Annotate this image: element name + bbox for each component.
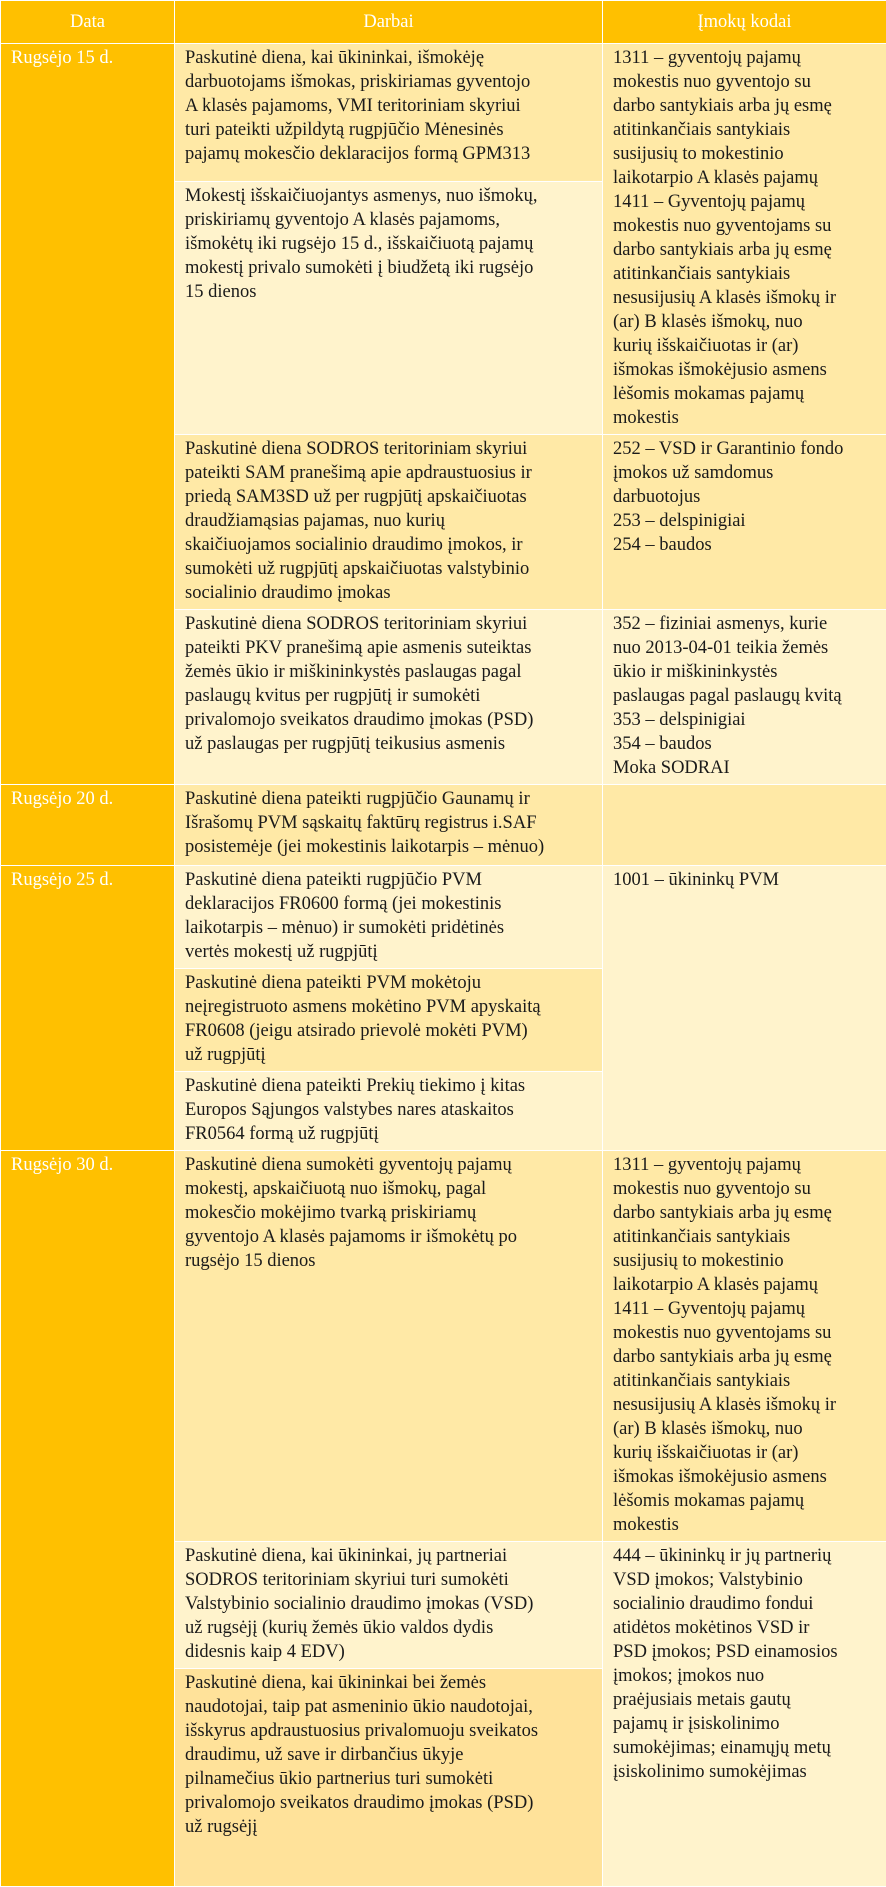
header-date: Data: [1, 1, 175, 44]
table-row: [1, 1151, 886, 1542]
codes-cell: 1311 – gyventojų pajamų mokestis nuo gyventojo su darbo santykiais arba jų esmę atitinkančiais santykiais susijusių to mokestinio laikotarpio A klasės pajamų 1411 – Gyventojų pajamų mokestis nuo gyventojams su darbo santykiais arba jų esmę atitinkančiais santykiais nesusijusių A klasės išmokų ir (ar) B klasės išmokų, nuo kurių išskaičiuotas ir (ar) išmokas išmokėjusio asmens lėšomis mokamas pajamų mokestis: [603, 1151, 886, 1542]
header-work: Darbai: [175, 1, 603, 44]
work-cell: Paskutinė diena pateikti rugpjūčio Gaunamų ir Išrašomų PVM sąskaitų faktūrų registrus i.SAF posistemėje (jei mokestinis laikotarpis – mėnuo): [175, 785, 603, 866]
codes-cell: 352 – fiziniai asmenys, kurie nuo 2013-04-01 teikia žemės ūkio ir miškininkystės paslaugas pagal paslaugų kvitą 353 – delspinigiai 354 – baudos Moka SODRAI: [603, 610, 886, 785]
header-row: [1, 1, 886, 44]
work-cell: Paskutinė diena pateikti rugpjūčio PVM deklaracijos FR0600 formą (jei mokestinis laikotarpis – mėnuo) ir sumokėti pridėtinės vertės mokestį už rugpjūtį: [175, 866, 603, 969]
work-cell: Mokestį išskaičiuojantys asmenys, nuo išmokų, priskiriamų gyventojo A klasės pajamoms, išmokėtų iki rugsėjo 15 d., išskaičiuotą pajamų mokestį privalo sumokėti į biudžetą iki rugsėjo 15 dienos: [175, 182, 603, 435]
work-cell: Paskutinė diena sumokėti gyventojų pajamų mokestį, apskaičiuotą nuo išmokų, pagal mokesčio mokėjimo tvarką priskiriamų gyventojo A klasės pajamoms ir išmokėtų po rugsėjo 15 dienos: [175, 1151, 603, 1542]
work-cell: Paskutinė diena SODROS teritoriniam skyriui pateikti PKV pranešimą apie asmenis suteiktas žemės ūkio ir miškininkystės paslaugas pagal paslaugų kvitus per rugpjūtį ir sumokėti privalomojo sveikatos draudimo įmokas (PSD) už paslaugas per rugpjūtį teikusius asmenis: [175, 610, 603, 785]
header-codes: Įmokų kodai: [603, 1, 886, 44]
codes-cell: 252 – VSD ir Garantinio fondo įmokos už samdomus darbuotojus 253 – delspinigiai 254 – baudos: [603, 435, 886, 610]
work-cell: Paskutinė diena pateikti Prekių tiekimo į kitas Europos Sąjungos valstybes nares ataskaitos FR0564 formą už rugpjūtį: [175, 1072, 603, 1151]
codes-cell: 1001 – ūkininkų PVM: [603, 866, 886, 1151]
codes-cell: 444 – ūkininkų ir jų partnerių VSD įmokos; Valstybinio socialinio draudimo fondui atidėtos mokėtinos VSD ir PSD įmokos; PSD einamosios įmokos; įmokos nuo praėjusiais metais gautų pajamų ir įsiskolinimo sumokėjimas; einamųjų metų įsiskolinimo sumokėjimas: [603, 1542, 886, 1887]
date-cell: Rugsėjo 25 d.: [1, 866, 175, 1151]
date-cell: Rugsėjo 15 d.: [1, 44, 175, 785]
work-cell: Paskutinė diena, kai ūkininkai bei žemės naudotojai, taip pat asmeninio ūkio naudotojai, išskyrus apdraustuosius privalomuoju sveikatos draudimu, už save ir dirbančius ūkyje pilnamečius ūkio partnerius turi sumokėti privalomojo sveikatos draudimo įmokas (PSD) už rugsėjį: [175, 1669, 603, 1887]
date-cell: Rugsėjo 20 d.: [1, 785, 175, 866]
table-row: [1, 866, 886, 969]
work-cell: Paskutinė diena pateikti PVM mokėtoju neįregistruoto asmens mokėtino PVM apyskaitą FR0608 (jeigu atsirado prievolė mokėti PVM) už rugpjūtį: [175, 969, 603, 1072]
table-row: [1, 44, 886, 182]
codes-cell: 1311 – gyventojų pajamų mokestis nuo gyventojo su darbo santykiais arba jų esmę atitinkančiais santykiais susijusių to mokestinio laikotarpio A klasės pajamų 1411 – Gyventojų pajamų mokestis nuo gyventojams su darbo santykiais arba jų esmę atitinkančiais santykiais nesusijusių A klasės išmokų ir (ar) B klasės išmokų, nuo kurių išskaičiuotas ir (ar) išmokas išmokėjusio asmens lėšomis mokamas pajamų mokestis: [603, 44, 886, 435]
work-cell: Paskutinė diena SODROS teritoriniam skyriui pateikti SAM pranešimą apie apdraustuosius ir priedą SAM3SD už per rugpjūtį apskaičiuotas draudžiamąsias pajamas, nuo kurių skaičiuojamos socialinio draudimo įmokos, ir sumokėti už rugpjūtį apskaičiuotas valstybinio socialinio draudimo įmokas: [175, 435, 603, 610]
date-cell: Rugsėjo 30 d.: [1, 1151, 175, 1887]
codes-cell: [603, 785, 886, 866]
table-row: [1, 785, 886, 866]
work-cell: Paskutinė diena, kai ūkininkai, jų partneriai SODROS teritoriniam skyriui turi sumokėti Valstybinio socialinio draudimo įmokas (VSD) už rugsėjį (kurių žemės ūkio valdos dydis didesnis kaip 4 EDV): [175, 1542, 603, 1669]
work-cell: Paskutinė diena, kai ūkininkai, išmokėję darbuotojams išmokas, priskiriamas gyventojo A klasės pajamoms, VMI teritoriniam skyriui turi pateikti užpildytą rugpjūčio Mėnesinės pajamų mokesčio deklaracijos formą GPM313: [175, 44, 603, 182]
